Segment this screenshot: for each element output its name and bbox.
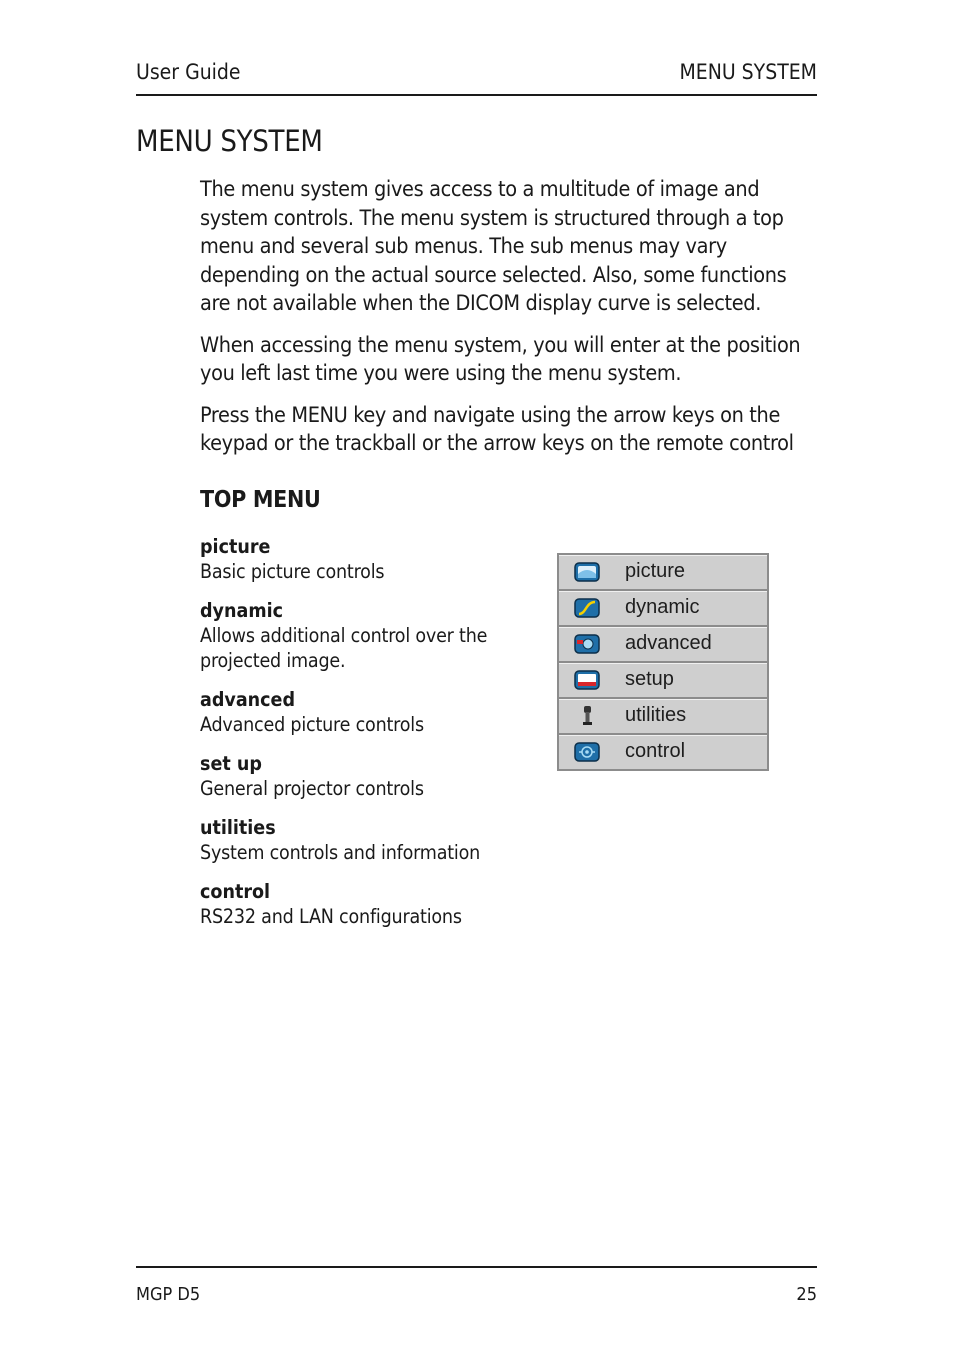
definition-desc: Allows additional control over the projected image. xyxy=(200,624,488,672)
menu-item-label: utilities xyxy=(625,704,687,726)
menu-item-picture[interactable] xyxy=(559,555,767,591)
menu-item-label: dynamic xyxy=(625,596,700,618)
definition-item xyxy=(200,815,530,865)
definition-item xyxy=(200,751,530,801)
picture-icon xyxy=(574,562,600,582)
definition-desc: General projector controls xyxy=(200,777,424,800)
menu-item-advanced[interactable] xyxy=(559,627,767,663)
menu-item-dynamic[interactable] xyxy=(559,591,767,627)
definition-term: utilities xyxy=(200,816,276,839)
definition-term: set up xyxy=(200,752,262,775)
definition-desc: RS232 and LAN configurations xyxy=(200,905,462,928)
menu-item-label: advanced xyxy=(625,632,712,654)
utilities-icon xyxy=(574,706,600,726)
definition-item xyxy=(200,598,530,673)
page-title: MENU SYSTEM xyxy=(136,124,323,158)
top-menu-panel xyxy=(557,553,769,771)
definition-term: picture xyxy=(200,535,271,558)
definition-term: dynamic xyxy=(200,599,284,622)
header-right: MENU SYSTEM xyxy=(679,60,817,84)
dynamic-icon xyxy=(574,598,600,618)
menu-item-label: control xyxy=(625,740,686,762)
advanced-icon xyxy=(574,634,600,654)
definition-desc: Advanced picture controls xyxy=(200,713,424,736)
definition-term: advanced xyxy=(200,688,296,711)
menu-item-label: setup xyxy=(625,668,674,690)
page-number: 25 xyxy=(796,1284,817,1305)
intro-text xyxy=(200,176,820,472)
setup-icon xyxy=(574,670,600,690)
paragraph: Press the MENU key and navigate using the arrow keys on the keypad or the trackball or the arrow keys on the remote control xyxy=(200,402,794,456)
definition-item xyxy=(200,687,530,737)
control-icon xyxy=(574,742,600,762)
header-left: User Guide xyxy=(136,60,241,84)
paragraph: When accessing the menu system, you will enter at the position you left last time you were using the menu system. xyxy=(200,332,801,386)
definition-item xyxy=(200,879,530,929)
menu-item-setup[interactable] xyxy=(559,663,767,699)
top-menu-heading: TOP MENU xyxy=(200,487,321,513)
footer-product: MGP D5 xyxy=(136,1284,201,1305)
menu-item-label: picture xyxy=(625,560,686,582)
definition-list xyxy=(200,534,530,943)
definition-desc: System controls and information xyxy=(200,841,481,864)
definition-item xyxy=(200,534,530,584)
definition-desc: Basic picture controls xyxy=(200,560,385,583)
page-footer xyxy=(136,1266,817,1305)
menu-item-utilities[interactable] xyxy=(559,699,767,735)
menu-item-control[interactable] xyxy=(559,735,767,769)
page-header xyxy=(136,60,817,96)
definition-term: control xyxy=(200,880,271,903)
paragraph: The menu system gives access to a multitude of image and system controls. The menu system is structured through a top menu and several sub menus. The sub menus may vary depending on the actual source selected. Also, some functions are not available when the DICOM display curve is selected. xyxy=(200,177,787,316)
